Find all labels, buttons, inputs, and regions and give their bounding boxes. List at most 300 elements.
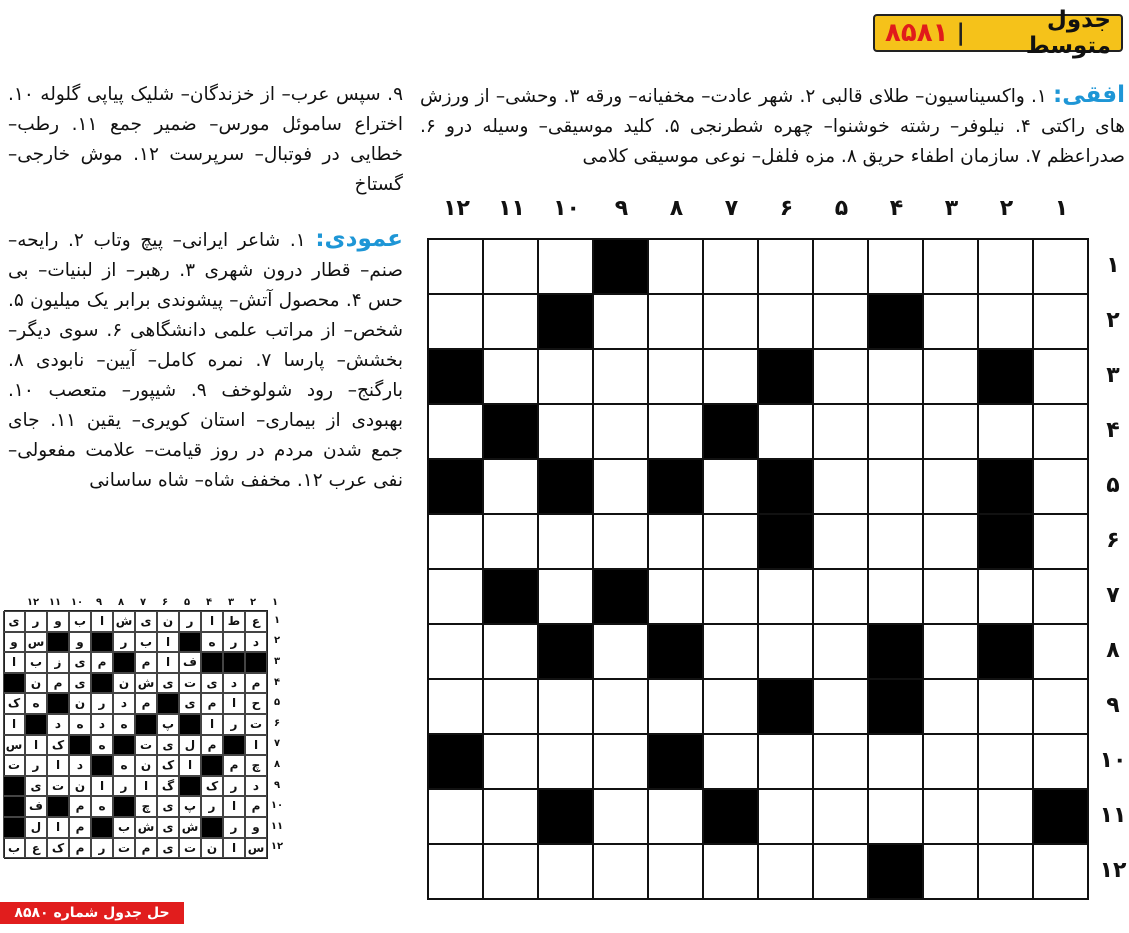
empty-cell[interactable] <box>648 789 703 844</box>
empty-cell[interactable] <box>483 679 538 734</box>
empty-cell[interactable] <box>648 844 703 899</box>
solution-letter-cell: و <box>69 632 91 653</box>
column-number: ۵ <box>834 196 849 221</box>
black-cell <box>758 459 813 514</box>
black-cell <box>648 624 703 679</box>
empty-cell[interactable] <box>923 294 978 349</box>
solution-black-cell <box>179 776 201 797</box>
empty-cell[interactable] <box>483 734 538 789</box>
solution-row-number: ۹ <box>273 779 281 791</box>
empty-cell[interactable] <box>593 459 648 514</box>
empty-cell[interactable] <box>758 844 813 899</box>
solution-letter-cell: ک <box>47 735 69 756</box>
solution-letter-cell: م <box>245 796 267 817</box>
empty-cell[interactable] <box>593 514 648 569</box>
empty-cell[interactable] <box>703 294 758 349</box>
black-cell <box>868 294 923 349</box>
empty-cell[interactable] <box>813 569 868 624</box>
empty-cell[interactable] <box>483 349 538 404</box>
row-number: ۱۱ <box>1099 803 1127 828</box>
vertical-clues <box>8 224 403 496</box>
solution-row-number: ۱۲ <box>270 841 284 853</box>
solution-letter-cell: و <box>3 632 25 653</box>
empty-cell[interactable] <box>538 734 593 789</box>
empty-cell[interactable] <box>813 844 868 899</box>
horizontal-clues-text: ۱. واکسیناسیون– طلای قالبی ۲. شهر عادت– مخفیانه– ورقه ۳. وحشی– از ورزش های راکتی ۴. نیلوفر– رشته خوشنوا– چهره شطرنجی ۵. کلید موسیقی– وسیله درو ۶. صدراعظم ۷. سازمان اطفاء حریق ۸. مزه فلفل– نوعی موسیقی کلامی <box>420 86 1125 167</box>
empty-cell[interactable] <box>923 349 978 404</box>
empty-cell[interactable] <box>1033 349 1088 404</box>
empty-cell[interactable] <box>758 239 813 294</box>
solution-black-cell <box>3 776 25 797</box>
empty-cell[interactable] <box>703 734 758 789</box>
solution-letter-cell: ف <box>179 652 201 673</box>
empty-cell[interactable] <box>758 789 813 844</box>
column-number: ۱۰ <box>553 196 580 221</box>
solution-letter-cell: م <box>91 652 113 673</box>
empty-cell[interactable] <box>593 844 648 899</box>
puzzle-title: جدول متوسط <box>1025 7 1111 59</box>
solution-letter-cell: ا <box>25 735 47 756</box>
solution-letter-cell: ی <box>69 673 91 694</box>
solution-black-cell <box>47 693 69 714</box>
empty-cell[interactable] <box>978 294 1033 349</box>
row-number: ۴ <box>1106 418 1120 443</box>
solution-row-number: ۵ <box>273 697 281 709</box>
solution-letter-cell: ت <box>47 776 69 797</box>
solution-letter-cell: ن <box>69 776 91 797</box>
empty-cell[interactable] <box>1033 294 1088 349</box>
solution-column-number: ۳ <box>227 597 235 608</box>
empty-cell[interactable] <box>428 404 483 459</box>
solution-letter-cell: م <box>201 693 223 714</box>
solution-black-cell <box>179 632 201 653</box>
solution-column-number: ۶ <box>161 597 169 608</box>
solution-letter-cell: س <box>3 735 25 756</box>
horizontal-clues-text-2: ۹. سپس عرب– از خزندگان– شلیک پیاپی گلوله ۱۰. اختراع ساموئل مورس– ضمیر جمع ۱۱. رطب– خطایی در فوتبال– سرپرست ۱۲. موش خارجی– گستاخ <box>8 84 403 195</box>
column-number: ۴ <box>889 196 904 221</box>
solution-letter-cell: ک <box>201 776 223 797</box>
black-cell <box>483 404 538 459</box>
empty-cell[interactable] <box>593 404 648 459</box>
empty-cell[interactable] <box>978 239 1033 294</box>
empty-cell[interactable] <box>923 239 978 294</box>
solution-row-number: ۱۰ <box>270 800 284 812</box>
row-numbers <box>1097 238 1129 898</box>
empty-cell[interactable] <box>758 404 813 459</box>
solution-letter-cell: ی <box>157 673 179 694</box>
empty-cell[interactable] <box>538 569 593 624</box>
empty-cell[interactable] <box>868 514 923 569</box>
row-number: ۷ <box>1106 583 1120 608</box>
empty-cell[interactable] <box>703 569 758 624</box>
empty-cell[interactable] <box>813 789 868 844</box>
column-number: ۱۲ <box>443 196 470 221</box>
solution-letter-cell: پ <box>179 796 201 817</box>
empty-cell[interactable] <box>923 844 978 899</box>
empty-cell[interactable] <box>428 844 483 899</box>
solution-black-cell <box>113 735 135 756</box>
empty-cell[interactable] <box>703 239 758 294</box>
black-cell <box>483 569 538 624</box>
vertical-label: عمودی: <box>315 226 403 252</box>
solution-letter-cell: ز <box>47 652 69 673</box>
empty-cell[interactable] <box>593 679 648 734</box>
black-cell <box>538 789 593 844</box>
empty-cell[interactable] <box>1033 679 1088 734</box>
empty-cell[interactable] <box>813 294 868 349</box>
empty-cell[interactable] <box>428 679 483 734</box>
solution-letter-cell: ک <box>157 755 179 776</box>
empty-cell[interactable] <box>483 239 538 294</box>
empty-cell[interactable] <box>593 294 648 349</box>
solution-letter-cell: ب <box>113 817 135 838</box>
empty-cell[interactable] <box>538 404 593 459</box>
solution-letter-cell: ا <box>157 632 179 653</box>
empty-cell[interactable] <box>978 404 1033 459</box>
black-cell <box>758 514 813 569</box>
empty-cell[interactable] <box>813 624 868 679</box>
empty-cell[interactable] <box>1033 459 1088 514</box>
black-cell <box>703 404 758 459</box>
solution-row-number: ۱۱ <box>270 820 284 832</box>
empty-cell[interactable] <box>923 514 978 569</box>
empty-cell[interactable] <box>978 734 1033 789</box>
solution-letter-cell: ی <box>179 693 201 714</box>
black-cell <box>593 569 648 624</box>
empty-cell[interactable] <box>593 349 648 404</box>
solution-letter-cell: ی <box>25 776 47 797</box>
solution-black-cell <box>3 817 25 838</box>
empty-cell[interactable] <box>923 569 978 624</box>
solution-letter-cell: ه <box>113 755 135 776</box>
solution-column-number: ۸ <box>117 597 125 608</box>
empty-cell[interactable] <box>813 679 868 734</box>
black-cell <box>978 349 1033 404</box>
empty-cell[interactable] <box>703 679 758 734</box>
solution-letter-cell: ش <box>135 673 157 694</box>
solution-column-number: ۷ <box>139 597 147 608</box>
solution-letter-cell: ه <box>91 735 113 756</box>
empty-cell[interactable] <box>483 624 538 679</box>
empty-cell[interactable] <box>978 679 1033 734</box>
solution-letter-cell: ا <box>223 838 245 859</box>
empty-cell[interactable] <box>428 624 483 679</box>
empty-cell[interactable] <box>1033 404 1088 459</box>
row-number: ۸ <box>1106 638 1120 663</box>
empty-cell[interactable] <box>428 294 483 349</box>
solution-column-number: ۱۱ <box>48 597 62 608</box>
empty-cell[interactable] <box>978 844 1033 899</box>
solution-letter-cell: ر <box>223 714 245 735</box>
solution-column-number: ۱۲ <box>26 597 40 608</box>
solution-black-cell <box>69 735 91 756</box>
black-cell <box>538 459 593 514</box>
empty-cell[interactable] <box>1033 239 1088 294</box>
solution-letter-cell: ت <box>179 673 201 694</box>
solution-black-cell <box>91 632 113 653</box>
solution-black-cell <box>47 796 69 817</box>
column-number: ۲ <box>999 196 1014 221</box>
empty-cell[interactable] <box>813 514 868 569</box>
solution-letter-cell: ش <box>113 611 135 632</box>
solution-letter-cell: ا <box>3 652 25 673</box>
empty-cell[interactable] <box>758 624 813 679</box>
empty-cell[interactable] <box>428 569 483 624</box>
empty-cell[interactable] <box>703 844 758 899</box>
solution-row-number: ۷ <box>273 738 281 750</box>
solution-letter-cell: د <box>223 673 245 694</box>
empty-cell[interactable] <box>483 294 538 349</box>
solution-letter-cell: ت <box>179 838 201 859</box>
solution-column-number: ۱ <box>271 597 279 608</box>
solution-row-number: ۸ <box>273 758 281 770</box>
row-number: ۳ <box>1106 363 1120 388</box>
empty-cell[interactable] <box>868 239 923 294</box>
empty-cell[interactable] <box>648 569 703 624</box>
empty-cell[interactable] <box>593 734 648 789</box>
solution-letter-cell: ا <box>47 755 69 776</box>
empty-cell[interactable] <box>923 624 978 679</box>
empty-cell[interactable] <box>593 624 648 679</box>
empty-cell[interactable] <box>703 349 758 404</box>
empty-cell[interactable] <box>1033 569 1088 624</box>
black-cell <box>758 349 813 404</box>
empty-cell[interactable] <box>978 569 1033 624</box>
solution-row-number: ۲ <box>273 635 281 647</box>
black-cell <box>428 349 483 404</box>
empty-cell[interactable] <box>923 734 978 789</box>
solution-letter-cell: ر <box>201 796 223 817</box>
empty-cell[interactable] <box>868 349 923 404</box>
empty-cell[interactable] <box>538 239 593 294</box>
solution-letter-cell: ن <box>135 755 157 776</box>
empty-cell[interactable] <box>868 734 923 789</box>
solution-letter-cell: د <box>47 714 69 735</box>
column-number: ۸ <box>669 196 684 221</box>
empty-cell[interactable] <box>428 239 483 294</box>
empty-cell[interactable] <box>538 514 593 569</box>
solution-letter-cell: ی <box>135 611 157 632</box>
empty-cell[interactable] <box>648 514 703 569</box>
solution-letter-cell: س <box>245 838 267 859</box>
solution-letter-cell: ی <box>157 796 179 817</box>
empty-cell[interactable] <box>868 789 923 844</box>
solution-letter-cell: ن <box>157 611 179 632</box>
solution-letter-cell: و <box>47 611 69 632</box>
solution-letter-cell: د <box>113 693 135 714</box>
solution-letter-cell: ر <box>223 776 245 797</box>
solution-letter-cell: د <box>245 632 267 653</box>
empty-cell[interactable] <box>813 734 868 789</box>
solution-letter-cell: د <box>245 776 267 797</box>
empty-cell[interactable] <box>648 679 703 734</box>
empty-cell[interactable] <box>538 844 593 899</box>
solution-caption: حل جدول شماره ۸۵۸۰ <box>0 902 184 924</box>
solution-letter-cell: ل <box>179 735 201 756</box>
solution-black-cell <box>157 693 179 714</box>
black-cell <box>538 294 593 349</box>
solution-letter-cell: ب <box>3 838 25 859</box>
solution-letter-cell: ا <box>91 611 113 632</box>
solution-row-numbers <box>268 610 286 859</box>
solution-letter-cell: ع <box>25 838 47 859</box>
solution-letter-cell: ب <box>135 632 157 653</box>
crossword-grid <box>427 238 1089 900</box>
empty-cell[interactable] <box>868 569 923 624</box>
empty-cell[interactable] <box>978 789 1033 844</box>
solution-letter-cell: ط <box>223 611 245 632</box>
solution-black-cell <box>201 755 223 776</box>
empty-cell[interactable] <box>1033 624 1088 679</box>
solution-column-number: ۴ <box>205 597 213 608</box>
solution-column-number: ۱۰ <box>70 597 84 608</box>
solution-letter-cell: ی <box>157 838 179 859</box>
solution-letter-cell: ر <box>91 693 113 714</box>
empty-cell[interactable] <box>758 569 813 624</box>
horizontal-clues-continued <box>8 80 403 200</box>
column-number: ۹ <box>614 196 629 221</box>
solution-letter-cell: م <box>69 796 91 817</box>
previous-solution <box>4 596 286 859</box>
empty-cell[interactable] <box>813 459 868 514</box>
solution-black-cell <box>113 796 135 817</box>
solution-letter-cell: چ <box>135 796 157 817</box>
empty-cell[interactable] <box>483 514 538 569</box>
solution-letter-cell: ا <box>245 735 267 756</box>
solution-black-cell <box>47 632 69 653</box>
column-number: ۷ <box>724 196 739 221</box>
solution-letter-cell: ن <box>113 673 135 694</box>
vertical-clues-text: ۱. شاعر ایرانی– پیچ وتاب ۲. رایحه– صنم– قطار درون شهری ۳. رهبر– از لبنیات– بی حس ۴. محصول آتش– پیشوندی برابر یک میلیون ۵. شخص– از مراتب علمی دانشگاهی ۶. سوی دیگر– بخشش– پارسا ۷. نمره کامل– آیین– نابودی ۸. بارگنج– رود شولوخف ۹. شیپور– متعصب ۱۰. بهبودی از بیماری– استان کویری– یقین ۱۱. جای جمع شدن مردم در روز قیامت– علامت مفعولی– نفی عرب ۱۲. مخفف شاه– شاه ساسانی <box>8 230 403 491</box>
solution-letter-cell: ر <box>223 817 245 838</box>
empty-cell[interactable] <box>868 459 923 514</box>
row-number: ۱ <box>1106 253 1120 278</box>
empty-cell[interactable] <box>923 459 978 514</box>
empty-cell[interactable] <box>1033 844 1088 899</box>
black-cell <box>978 459 1033 514</box>
solution-letter-cell: ر <box>25 755 47 776</box>
solution-letter-cell: ی <box>69 652 91 673</box>
solution-black-cell <box>223 652 245 673</box>
horizontal-clues <box>420 80 1125 172</box>
empty-cell[interactable] <box>648 239 703 294</box>
column-number: ۶ <box>779 196 794 221</box>
solution-letter-cell: ک <box>47 838 69 859</box>
solution-letter-cell: ر <box>113 632 135 653</box>
empty-cell[interactable] <box>923 404 978 459</box>
solution-letter-cell: ا <box>201 714 223 735</box>
solution-letter-cell: ا <box>91 776 113 797</box>
empty-cell[interactable] <box>483 844 538 899</box>
black-cell <box>538 624 593 679</box>
solution-black-cell <box>91 817 113 838</box>
solution-letter-cell: ن <box>25 673 47 694</box>
empty-cell[interactable] <box>868 404 923 459</box>
solution-black-cell <box>245 652 267 673</box>
black-cell <box>1033 789 1088 844</box>
solution-row-number: ۶ <box>273 717 281 729</box>
empty-cell[interactable] <box>703 514 758 569</box>
empty-cell[interactable] <box>483 789 538 844</box>
empty-cell[interactable] <box>1033 514 1088 569</box>
empty-cell[interactable] <box>923 789 978 844</box>
solution-letter-cell: س <box>25 632 47 653</box>
empty-cell[interactable] <box>813 349 868 404</box>
black-cell <box>648 734 703 789</box>
solution-letter-cell: ش <box>135 817 157 838</box>
solution-letter-cell: م <box>245 673 267 694</box>
solution-letter-cell: ا <box>179 755 201 776</box>
solution-letter-cell: ع <box>245 611 267 632</box>
solution-letter-cell: ه <box>201 632 223 653</box>
empty-cell[interactable] <box>758 294 813 349</box>
empty-cell[interactable] <box>428 789 483 844</box>
solution-letter-cell: د <box>91 714 113 735</box>
solution-letter-cell: ا <box>223 796 245 817</box>
solution-letter-cell: ک <box>3 693 25 714</box>
empty-cell[interactable] <box>648 404 703 459</box>
solution-letter-cell: ن <box>69 693 91 714</box>
empty-cell[interactable] <box>813 239 868 294</box>
solution-row-number: ۴ <box>273 676 281 688</box>
empty-cell[interactable] <box>923 679 978 734</box>
solution-letter-cell: گ <box>157 776 179 797</box>
solution-letter-cell: ا <box>47 817 69 838</box>
empty-cell[interactable] <box>703 459 758 514</box>
empty-cell[interactable] <box>428 514 483 569</box>
solution-letter-cell: ت <box>245 714 267 735</box>
empty-cell[interactable] <box>483 459 538 514</box>
solution-letter-cell: م <box>69 838 91 859</box>
solution-letter-cell: ا <box>135 776 157 797</box>
puzzle-title-banner <box>873 7 1123 59</box>
solution-letter-cell: ر <box>179 611 201 632</box>
empty-cell[interactable] <box>593 789 648 844</box>
empty-cell[interactable] <box>758 734 813 789</box>
solution-letter-cell: ا <box>201 611 223 632</box>
solution-black-cell <box>25 714 47 735</box>
column-numbers <box>427 196 1089 221</box>
solution-letter-cell: م <box>135 838 157 859</box>
empty-cell[interactable] <box>538 349 593 404</box>
solution-letter-cell: ی <box>3 611 25 632</box>
solution-column-numbers <box>4 596 286 610</box>
solution-letter-cell: ه <box>113 714 135 735</box>
row-number: ۲ <box>1106 308 1120 333</box>
black-cell <box>978 514 1033 569</box>
solution-black-cell <box>91 755 113 776</box>
empty-cell[interactable] <box>648 294 703 349</box>
empty-cell[interactable] <box>1033 734 1088 789</box>
solution-grid <box>4 610 268 859</box>
solution-black-cell <box>179 714 201 735</box>
empty-cell[interactable] <box>648 349 703 404</box>
black-cell <box>868 679 923 734</box>
empty-cell[interactable] <box>538 679 593 734</box>
puzzle-number: ۸۵۸۱ <box>885 18 949 48</box>
solution-black-cell <box>113 652 135 673</box>
solution-letter-cell: م <box>135 652 157 673</box>
column-number: ۱ <box>1054 196 1069 221</box>
empty-cell[interactable] <box>813 404 868 459</box>
column-number: ۳ <box>944 196 959 221</box>
column-number: ۱۱ <box>498 196 525 221</box>
solution-letter-cell: م <box>201 735 223 756</box>
empty-cell[interactable] <box>703 624 758 679</box>
black-cell <box>758 679 813 734</box>
solution-letter-cell: ت <box>135 735 157 756</box>
solution-letter-cell: ر <box>223 632 245 653</box>
